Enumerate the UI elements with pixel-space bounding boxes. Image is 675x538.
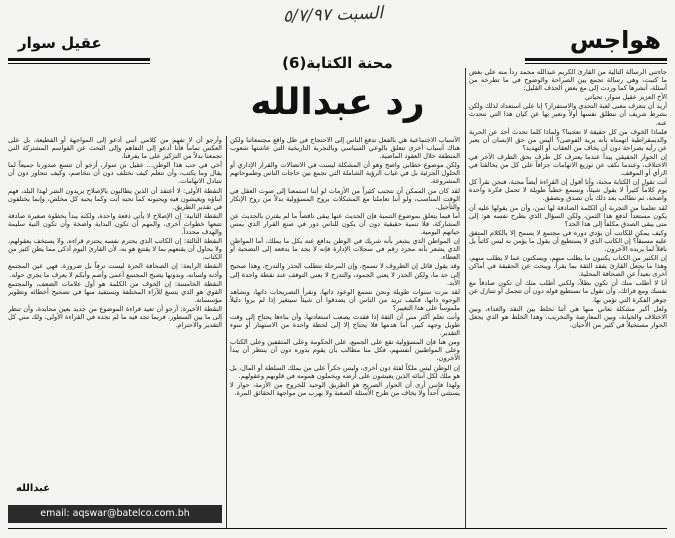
paragraph: إن الحوار الحقيقي يبدأ عندما يعترف كل طرف بحق الطرف الآخر في الاختلاف، وعندما نكف عن توزيع الاتهامات جزافاً على كل من يخالفنا في الرأي أو الموقف. [469, 152, 667, 178]
article-column-1 [469, 68, 667, 522]
paragraph: أنت تقول إن الكتابة محنة، وأنا أقول إن القراءة أيضاً محنة، فنحن نقرأ كل يوم كلاماً كثيراً لا يقول شيئاً، ونسمع خطباً طويلة لا تحمل فكرة واحدة واضحة، ثم نطالب بعد ذلك بأن نصدق ونصفق. [469, 178, 667, 203]
paragraph: إن المواطن الذي يشعر بأنه شريك في الوطن يدافع عنه بكل ما يملك، أما المواطن الذي يشعر بأنه مجرد رقم في سجلات الإدارة فإنه لا يجد ما يدفعه إلى التضحية أو العطاء. [230, 237, 460, 262]
paragraph: ولكن موضوع خطابي واضح وهو أن المشكلة ليست في الاتصالات والقرار الإداري أو الحلول الجزئية بل في غياب الرؤية الشاملة التي تجمع بين حاجات الناس وطموحاتهم المشروعة. [230, 161, 460, 186]
letter-signature: عبدالله [16, 483, 51, 494]
paragraph: إن الوطن ليس ملكاً لفئة دون أخرى، وليس حكراً على من يملك السلطة أو المال، بل هو ملك لكل أبنائه الذين يعيشون على أرضه ويحملون همومه في قلوبهم وعقولهم. [230, 363, 460, 380]
paragraph: النقطة الثالثة: إن الكاتب الذي يحترم نفسه يحترم قراءه، ولا يستخف بعقولهم، ولا يحاول أن يقنعهم بما لا يقتنع هو به، لأن القارئ اليوم أذكى مما يظن كثير من الكتاب. [8, 237, 222, 262]
paragraph: النقطة الرابعة: إن الصحافة الحرة ليست ترفاً بل ضرورة، فهي عين المجتمع وأذنه ولسانه، وبدونها يصبح المجتمع أعمى وأصم وأبكم لا يعرف ما يجري حوله. [8, 262, 222, 279]
paragraph: أخي في حب هذا الوطن... عقيل بن سوار، أرجو أن تتسع صدورنا جميعاً لما يقال وما يكتب، وأن نتعلم كيف نختلف دون أن نتخاصم، وكيف نتحاور دون أن نتبادل الاتهامات. [8, 161, 222, 186]
paragraph: أريد أن نتعرف معنى لعبة التحدي والاستفزاز؟ إنا على استعداد لذلك ولكن بشرط شريف أن ننطلق نفسها أولاً ونعبر بها عن كيان هذا التي نتحدث عنه. [469, 102, 667, 127]
paragraph: النقطة الأخيرة: أرجو أن تعيد قراءة الموضوع من جديد بعين محايدة، وأن تنظر إلى ما بين السطور، فربما تجد فيه ما لم تجده في القراءة الأولى، ولك مني كل التقدير والاحترام. [8, 304, 222, 330]
paragraph: النقطة الأولى: لا أعتقد أن الذين يطالبون بالإصلاح يريدون الشر لهذا البلد، فهم أبناؤه ويعيشون فيه ويحبونه كما تحبه أنت وكما يحبه كل مخلص، وإنما يختلفون في تقدير الطريق. [8, 186, 222, 211]
footer-rule [8, 528, 667, 529]
paragraph: ولهذا فإنني أرى أن الحوار الصريح هو الطريق الوحيد للخروج من الأزمة، حوار لا يستثني أحداً ولا يخاف من طرح الأسئلة الصعبة ولا يهرب من مواجهة الحقائق المرة. [230, 380, 460, 397]
paragraph: وقد يقول قائل إن الظروف لا تسمح، وإن المرحلة تتطلب الحذر والتدرج، وهذا صحيح إلى حد ما، ولكن الحذر لا يعني الجمود، والتدرج لا يعني التوقف عند نقطة واحدة إلى الأبد. [230, 262, 460, 287]
paragraph: ولعل أكبر مشكلة نعاني منها هي أننا نخلط بين النقد والعداء، وبين الاختلاف والخيانة، وبين المعارضة والتخريب، وهذا الخلط هو الذي يجعل الحوار مستحيلاً في كثير من الأحيان. [469, 304, 667, 329]
paragraph: وكيف يمكن للكاتب أن يؤدي دوره في مجتمع لا يسمح إلا بالكلام المتفق عليه مسبقاً؟ إن الكاتب الذي لا يستطيع أن يقول ما يؤمن به ليس كاتباً بل ناقلاً لما يريده الآخرون. [469, 228, 667, 253]
column-divider [226, 136, 227, 528]
paragraph: وأرجو أن لا تفهم من كلامي أنني أدعو إلى المواجهة أو القطيعة، بل على العكس تماماً فأنا أدعو إلى التفاهم وإلى البحث عن القواسم المشتركة التي تجمعنا بدلاً من التركيز على ما يفرقنا. [8, 136, 222, 161]
author-email-bar: email: aqswar@batelco.com.bh [8, 505, 222, 523]
paragraph: لقد كان من الممكن أن نتجنب كثيراً من الأزمات لو أننا استمعنا إلى صوت العقل في الوقت المناسب، ولو أننا تعاملنا مع المشكلات بروح المسؤولية بدلاً من روح الإنكار والتأجيل. [230, 186, 460, 211]
column-name: هواجس [569, 26, 661, 54]
paragraph: وأنت تعلم أكثر مني أن الثقة إذا فقدت يصعب استعادتها، وأن بناءها يحتاج إلى وقت طويل وجهد كبير، أما هدمها فلا يحتاج إلا إلى لحظة واحدة من الاستهتار أو سوء التقدير. [230, 312, 460, 338]
article-subtitle-text: محنة الكتابة(6) [274, 54, 401, 72]
article-column-2 [230, 136, 460, 524]
paragraph: النقطة الثانية: إن الإصلاح لا يأتي دفعة واحدة، ولكنه يبدأ بخطوة صغيرة صادقة تتبعها خطوات أخرى، والمهم أن تكون البداية واضحة وأن تكون النية سليمة والهدف محدداً. [8, 211, 222, 237]
article-headline: رد عبدالله [250, 82, 425, 123]
article-column-3 [8, 136, 222, 436]
paragraph: جاءتني الرسالة التالية من القارئ الكريم عبدالله محمد رداً منه على بعض ما كتبت، وهي رسالة تجمع بين الصراحة والوضوح في ما تطرحه من أسئلة، أنشرها كما وردت إلى مع بعض الحذف القليل: [469, 68, 667, 93]
paragraph: لقد مرت سنوات طويلة ونحن نسمع الوعود ذاتها، ونقرأ التصريحات ذاتها، ونشاهد الوجوه ذاتها، فكيف تريد من الناس أن يصدقوا أن شيئاً سيتغير إذا لم يروا دليلاً ملموساً على هذا التغيير؟ [230, 287, 460, 312]
paragraph: الأسباب الاجتماعية هي بالفعل تدفع الناس إلى الاحتجاج في ظل واقع مجتمعاتنا ولكن هناك أسباب أخرى تتعلق بالوعي السياسي وبالتجربة التاريخية التي عاشتها شعوب المنطقة خلال العقود الماضية. [230, 136, 460, 161]
author-name: عقيل سوار [18, 34, 102, 52]
paragraph: فلماذا الخوف من كل حقيقة لا تعجبنا؟ ولماذا كلما تحدث أحد عن الحرية والديمقراطية اتهمناه بأنه يريد الفوضى؟ أليس من حق الإنسان أن يعبر عن رأيه بصراحة دون أن يخاف من العقاب أو التهديد؟ [469, 127, 667, 152]
paragraph: الأخ العزيز عقيل سوار، تحياتي [584, 93, 667, 102]
paragraph: لقد تعلمنا من التجربة أن الكلمة الصادقة لها ثمن، وأن من يقولها عليه أن يكون مستعداً لدفع هذا الثمن، ولكن السؤال الذي يطرح نفسه هو: إلى متى يبقى الصدق مكلفاً إلى هذا الحد؟ [469, 203, 667, 228]
paragraph: إن الكثير من الكتاب يكتبون ما يطلب منهم، ويسكتون عما لا يطلب منهم، وهذا ما يجعل القارئ يفقد الثقة بما يقرأ، ويبحث عن الحقيقة في أماكن أخرى بعيداً عن الصحافة المحلية. [469, 254, 667, 279]
paragraph: النقطة الخامسة: إن الخوف من الكلمة هو أول علامات الضعف، والمجتمع القوي هو الذي يتسع للآراء المختلفة ويستفيد منها في تصحيح أخطائه وتطوير مؤسساته. [8, 279, 222, 304]
paragraph: ومن هنا فإن المسؤولية تقع على الجميع، على الحكومة وعلى المثقفين وعلى الكتاب وعلى المواطنين أنفسهم، فكل منا مطالب بأن يقوم بدوره دون أن ينتظر أن يبدأ الآخرون. [230, 338, 460, 363]
column-divider [465, 68, 466, 528]
paragraph: أما فيما يتعلق بموضوع التنمية فإن الحديث عنها يبقى ناقصاً ما لم يقترن بالحديث عن المشاركة، فلا تنمية حقيقية دون أن يكون للناس دور في صنع القرار الذي يمس حياتهم اليومية. [230, 211, 460, 237]
handwritten-date-stamp: السبت ٥/٧/٩٧ [282, 3, 384, 27]
paragraph: أنا لا أطلب منك أن تكون بطلاً، ولكني أطلب منك أن تكون صادقاً مع نفسك ومع قرائك، وأن تقول ما تستطيع قوله دون أن تتجمل أو تتنازل عن جوهر الفكرة التي تؤمن بها. [469, 279, 667, 304]
